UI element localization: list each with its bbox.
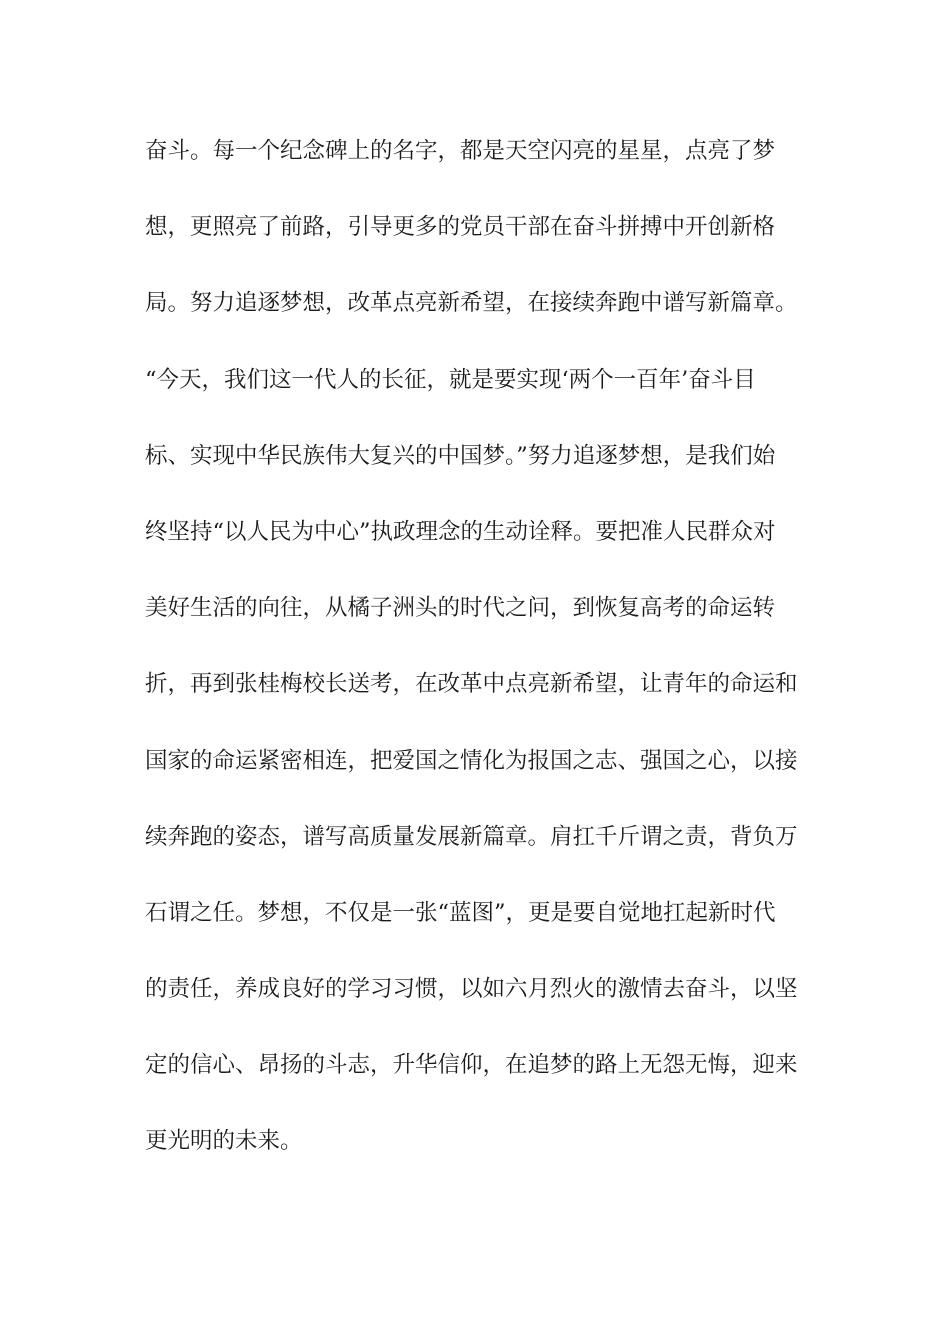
text-line: 更光明的未来。 <box>145 1128 303 1155</box>
text-line: 的责任，养成良好的学习习惯，以如六月烈火的激情去奋斗，以坚 <box>145 976 798 1003</box>
text-line: 局。努力追逐梦想，改革点亮新希望，在接续奔跑中谱写新篇章。 <box>145 290 798 317</box>
text-line: 定的信心、昂扬的斗志，升华信仰，在追梦的路上无怨无悔，迎来 <box>145 1052 798 1079</box>
text-line: 终坚持“以人民为中心”执政理念的生动诠释。要把准人民群众对 <box>145 518 776 545</box>
text-line: 续奔跑的姿态，谱写高质量发展新篇章。肩扛千斤谓之责，背负万 <box>145 823 798 850</box>
text-line: 石谓之任。梦想，不仅是一张“蓝图”，更是要自觉地扛起新时代 <box>145 899 776 926</box>
text-line: 想，更照亮了前路，引导更多的党员干部在奋斗拼搏中开创新格 <box>145 214 776 241</box>
text-line: 国家的命运紧密相连，把爱国之情化为报国之志、强国之心，以接 <box>145 747 798 774</box>
text-line: 折，再到张桂梅校长送考，在改革中点亮新希望，让青年的命运和 <box>145 671 798 698</box>
body-text <box>145 128 805 1195</box>
text-line: “今天，我们这一代人的长征，就是要实现‘两个一百年’奋斗目 <box>145 366 756 393</box>
text-line: 标、实现中华民族伟大复兴的中国梦。”努力追逐梦想，是我们始 <box>145 442 776 469</box>
text-line: 奋斗。每一个纪念碑上的名字，都是天空闪亮的星星，点亮了梦 <box>145 138 776 164</box>
text-line: 美好生活的向往，从橘子洲头的时代之问，到恢复高考的命运转 <box>145 595 776 622</box>
